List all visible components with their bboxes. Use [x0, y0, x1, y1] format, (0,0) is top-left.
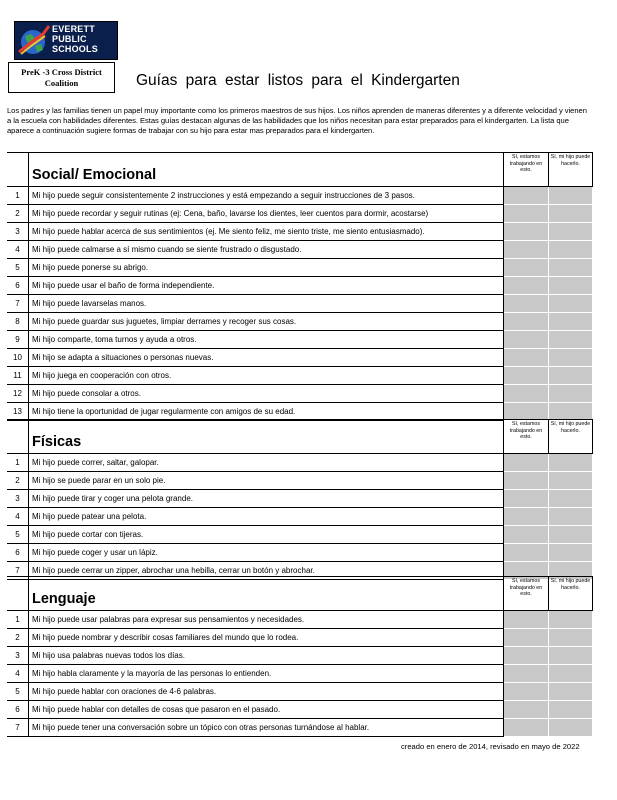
item-text: Mi hijo puede consolar a otros.	[29, 385, 504, 403]
item-text: Mi hijo puede cortar con tijeras.	[29, 526, 504, 544]
section-header-row	[7, 420, 593, 454]
checkbox-working[interactable]	[504, 331, 549, 349]
column-header-can-do: Sí, mi hijo puede hacerlo.	[549, 153, 593, 187]
section-table-social	[7, 152, 593, 421]
checkbox-working[interactable]	[504, 385, 549, 403]
item-number: 11	[7, 367, 29, 385]
checkbox-can-do[interactable]	[549, 277, 593, 295]
item-number: 7	[7, 562, 29, 580]
checkbox-working[interactable]	[504, 187, 549, 205]
checkbox-working[interactable]	[504, 367, 549, 385]
column-header-working: Sí, estamos trabajando en esto.	[504, 153, 549, 187]
checkbox-working[interactable]	[504, 205, 549, 223]
coalition-line-2: Coalition	[44, 78, 79, 88]
item-number: 7	[7, 719, 29, 737]
item-text: Mi hijo puede lavarselas manos.	[29, 295, 504, 313]
checkbox-can-do[interactable]	[549, 472, 593, 490]
item-text: Mi hijo se puede parar en un solo pie.	[29, 472, 504, 490]
item-number: 3	[7, 490, 29, 508]
logo-line-3: SCHOOLS	[52, 44, 98, 54]
item-number: 10	[7, 349, 29, 367]
checklist-row	[7, 313, 593, 331]
checkbox-working[interactable]	[504, 472, 549, 490]
checkbox-can-do[interactable]	[549, 526, 593, 544]
checkbox-working[interactable]	[504, 490, 549, 508]
checklist-row	[7, 241, 593, 259]
checkbox-working[interactable]	[504, 701, 549, 719]
item-text: Mi hijo puede tener una conversación sobre un tópico con otras personas turnándose al hablar.	[29, 719, 504, 737]
item-text: Mi hijo se adapta a situaciones o personas nuevas.	[29, 349, 504, 367]
section-header-row	[7, 153, 593, 187]
item-number: 5	[7, 259, 29, 277]
checklist-row	[7, 472, 593, 490]
checklist-row	[7, 385, 593, 403]
coalition-box	[8, 62, 115, 93]
logo-line-1: EVERETT	[52, 24, 95, 34]
checkbox-can-do[interactable]	[549, 187, 593, 205]
item-number: 12	[7, 385, 29, 403]
checklist-row	[7, 629, 593, 647]
checkbox-can-do[interactable]	[549, 385, 593, 403]
item-text: Mi hijo tiene la oportunidad de jugar regularmente con amigos de su edad.	[29, 403, 504, 421]
item-text: Mi hijo puede correr, saltar, galopar.	[29, 454, 504, 472]
item-text: Mi hijo usa palabras nuevas todos los días.	[29, 647, 504, 665]
checkbox-working[interactable]	[504, 223, 549, 241]
checkbox-can-do[interactable]	[549, 701, 593, 719]
checkbox-working[interactable]	[504, 349, 549, 367]
coalition-line-1: PreK -3 Cross District	[21, 67, 102, 77]
checkbox-working[interactable]	[504, 508, 549, 526]
item-number: 6	[7, 544, 29, 562]
checkbox-can-do[interactable]	[549, 259, 593, 277]
checkbox-can-do[interactable]	[549, 683, 593, 701]
checkbox-can-do[interactable]	[549, 544, 593, 562]
checklist-row	[7, 665, 593, 683]
item-text: Mi hijo juega en cooperación con otros.	[29, 367, 504, 385]
item-text: Mi hijo puede patear una pelota.	[29, 508, 504, 526]
item-number: 2	[7, 472, 29, 490]
checkbox-can-do[interactable]	[549, 223, 593, 241]
checkbox-working[interactable]	[504, 277, 549, 295]
item-text: Mi hijo puede nombrar y describir cosas familiares del mundo que lo rodea.	[29, 629, 504, 647]
item-text: Mi hijo puede hablar con oraciones de 4-6 palabras.	[29, 683, 504, 701]
footer-note: creado en enero de 2014, revisado en mayo de 2022	[401, 742, 580, 751]
checklist-row	[7, 403, 593, 421]
checkbox-can-do[interactable]	[549, 665, 593, 683]
item-number: 6	[7, 277, 29, 295]
checklist-row	[7, 719, 593, 737]
page-title: Guías para estar listos para el Kindergarten	[136, 72, 460, 89]
checklist-row	[7, 259, 593, 277]
globe-icon	[15, 22, 55, 59]
item-text: Mi hijo puede usar el baño de forma independiente.	[29, 277, 504, 295]
checkbox-can-do[interactable]	[549, 349, 593, 367]
section-title: Lenguaje	[29, 577, 504, 611]
checkbox-can-do[interactable]	[549, 611, 593, 629]
item-text: Mi hijo puede guardar sus juguetes, limpiar derrames y recoger sus cosas.	[29, 313, 504, 331]
checklist-row	[7, 611, 593, 629]
item-text: Mi hijo puede hablar acerca de sus sentimientos (ej. Me siento feliz, me siento triste, me siento entusiasmado).	[29, 223, 504, 241]
item-text: Mi hijo puede calmarse a sí mismo cuando se siente frustrado o disgustado.	[29, 241, 504, 259]
checkbox-can-do[interactable]	[549, 629, 593, 647]
item-number: 5	[7, 683, 29, 701]
checklist-row	[7, 295, 593, 313]
checkbox-working[interactable]	[504, 629, 549, 647]
checkbox-can-do[interactable]	[549, 403, 593, 421]
checkbox-working[interactable]	[504, 313, 549, 331]
checklist-row	[7, 454, 593, 472]
section-title: Físicas	[29, 420, 504, 454]
everett-public-schools-logo	[14, 21, 118, 60]
checklist-row	[7, 367, 593, 385]
checkbox-can-do[interactable]	[549, 241, 593, 259]
checkbox-working[interactable]	[504, 403, 549, 421]
column-header-working: Sí, estamos trabajando en esto.	[504, 420, 549, 454]
section-table-physical	[7, 419, 593, 580]
item-number: 2	[7, 629, 29, 647]
checkbox-can-do[interactable]	[549, 331, 593, 349]
column-header-can-do: Sí, mi hijo puede hacerlo.	[549, 577, 593, 611]
checklist-row	[7, 277, 593, 295]
checklist-row	[7, 490, 593, 508]
column-header-working: Sí, estamos trabajando en esto.	[504, 577, 549, 611]
item-number: 1	[7, 611, 29, 629]
item-text: Mi hijo puede tirar y coger una pelota grande.	[29, 490, 504, 508]
logo-line-2: PUBLIC	[52, 34, 87, 44]
item-text: Mi hijo puede cerrar un zipper, abrochar una hebilla, cerrar un botón y abrochar.	[29, 562, 504, 580]
checklist-row	[7, 187, 593, 205]
item-number: 2	[7, 205, 29, 223]
item-number: 4	[7, 508, 29, 526]
checklist-row	[7, 508, 593, 526]
checklist-row	[7, 647, 593, 665]
checklist-row	[7, 349, 593, 367]
checklist-row	[7, 544, 593, 562]
checkbox-can-do[interactable]	[549, 647, 593, 665]
item-text: Mi hijo comparte, toma turnos y ayuda a otros.	[29, 331, 504, 349]
item-number: 5	[7, 526, 29, 544]
item-text: Mi hijo habla claramente y la mayoría de las personas lo entienden.	[29, 665, 504, 683]
checkbox-working[interactable]	[504, 259, 549, 277]
checkbox-working[interactable]	[504, 719, 549, 737]
item-number: 7	[7, 295, 29, 313]
item-text: Mi hijo puede seguir consistentemente 2 instrucciones y está empezando a seguir instrucciones de 3 pasos.	[29, 187, 504, 205]
checkbox-working[interactable]	[504, 683, 549, 701]
checkbox-can-do[interactable]	[549, 367, 593, 385]
item-number: 3	[7, 647, 29, 665]
item-text: Mi hijo puede ponerse su abrigo.	[29, 259, 504, 277]
checkbox-working[interactable]	[504, 526, 549, 544]
checkbox-can-do[interactable]	[549, 719, 593, 737]
checklist-row	[7, 331, 593, 349]
checkbox-working[interactable]	[504, 665, 549, 683]
item-number: 1	[7, 187, 29, 205]
item-text: Mi hijo puede hablar con detalles de cosas que pasaron en el pasado.	[29, 701, 504, 719]
checkbox-working[interactable]	[504, 647, 549, 665]
checkbox-can-do[interactable]	[549, 454, 593, 472]
item-number: 3	[7, 223, 29, 241]
item-number: 6	[7, 701, 29, 719]
item-number: 8	[7, 313, 29, 331]
checkbox-working[interactable]	[504, 611, 549, 629]
checkbox-working[interactable]	[504, 295, 549, 313]
checklist-row	[7, 683, 593, 701]
item-number: 4	[7, 241, 29, 259]
checkbox-working[interactable]	[504, 544, 549, 562]
intro-paragraph: Los padres y las familias tienen un papel muy importante como los primeros maestros de sus hijos. Los niños aprenden de maneras diferentes y a diferente velocidad y vienen a la escuela con habilidades diferentes. Estas guías destacan algunas de las habilidades que los niños necesitan para estar preparados para el kindergarten. La lista que aparece a continuación sugiere formas de trabajar con su hijo para estar mas preparados para el kindergarten.	[7, 106, 587, 135]
section-header-row	[7, 577, 593, 611]
checkbox-can-do[interactable]	[549, 205, 593, 223]
item-text: Mi hijo puede usar palabras para expresar sus pensamientos y necesidades.	[29, 611, 504, 629]
item-number: 9	[7, 331, 29, 349]
checkbox-working[interactable]	[504, 241, 549, 259]
section-title: Social/ Emocional	[29, 153, 504, 187]
checklist-row	[7, 701, 593, 719]
checkbox-can-do[interactable]	[549, 490, 593, 508]
checkbox-working[interactable]	[504, 454, 549, 472]
item-number: 1	[7, 454, 29, 472]
checkbox-can-do[interactable]	[549, 508, 593, 526]
item-text: Mi hijo puede coger y usar un lápiz.	[29, 544, 504, 562]
checklist-row	[7, 223, 593, 241]
section-table-language	[7, 576, 593, 737]
checklist-row	[7, 526, 593, 544]
checklist-row	[7, 205, 593, 223]
column-header-can-do: Sí, mi hijo puede hacerlo.	[549, 420, 593, 454]
checkbox-can-do[interactable]	[549, 295, 593, 313]
item-text: Mi hijo puede recordar y seguir rutinas (ej: Cena, baño, lavarse los dientes, leer cuentos para dormir, acostarse)	[29, 205, 504, 223]
checkbox-can-do[interactable]	[549, 313, 593, 331]
item-number: 4	[7, 665, 29, 683]
item-number: 13	[7, 403, 29, 421]
